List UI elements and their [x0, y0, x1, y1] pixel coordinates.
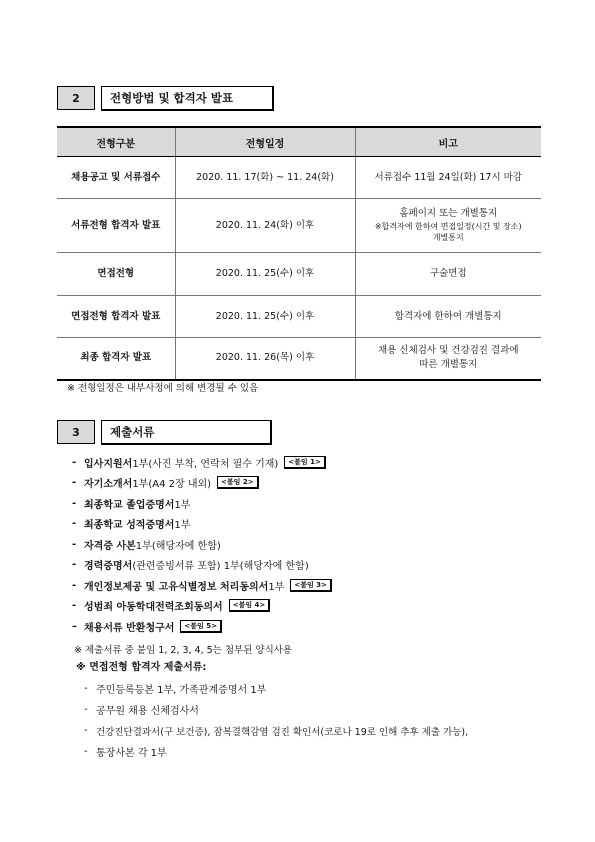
documents-list	[72, 452, 332, 637]
list-dash: -	[72, 456, 77, 468]
list-dash: -	[72, 538, 77, 550]
doc-name: 성범죄 아동학대전력조회동의서	[84, 602, 223, 614]
row-note-cell	[355, 199, 541, 253]
row-category: 채용공고 및 서류접수	[57, 157, 175, 199]
list-dash: -	[84, 746, 88, 757]
list-dash: -	[84, 725, 88, 736]
row-schedule: 2020. 11. 25(수) 이후	[175, 253, 355, 296]
row-schedule: 2020. 11. 17(화) ~ 11. 24(화)	[175, 157, 355, 199]
table-header-row	[57, 127, 541, 157]
list-item	[72, 452, 332, 473]
row-note: 서류접수 11월 24일(화) 17시 마감	[355, 157, 541, 199]
table-row	[57, 296, 541, 338]
interview-doc: 통장사본 각 1부	[96, 748, 167, 759]
doc-detail: (관련증빙서류 포함) 1부(해당자에 한함)	[132, 561, 309, 573]
attachment-tag: <붙임 5>	[180, 620, 222, 633]
list-item	[72, 534, 332, 555]
row-category: 서류전형 합격자 발표	[57, 199, 175, 253]
list-item	[84, 699, 468, 720]
schedule-footnote: ※ 전형일정은 내부사정에 의해 변경될 수 있음	[67, 383, 259, 394]
doc-name: 자격증 사본	[84, 540, 136, 552]
row-note-small: ※합격자에 한하여 면접일정(시간 및 장소)	[374, 221, 522, 231]
doc-name: 최종학교 성적증명서	[84, 520, 175, 532]
table-row	[57, 338, 541, 380]
interview-docs-list	[84, 678, 468, 762]
header-category: 전형구분	[57, 127, 175, 157]
doc-detail: 1부	[174, 520, 191, 532]
section-number: 3	[57, 420, 95, 444]
row-note: 합격자에 한하여 개별통지	[355, 296, 541, 338]
doc-detail: 1부(해당자에 한함)	[135, 540, 221, 552]
list-item	[84, 741, 468, 762]
list-item	[72, 493, 332, 514]
list-item	[72, 473, 332, 494]
attachment-tag: <붙임 4>	[229, 599, 271, 612]
list-dash: -	[72, 600, 77, 612]
list-item	[72, 514, 332, 535]
row-category: 면접전형	[57, 253, 175, 296]
list-dash: -	[72, 477, 77, 489]
list-dash: -	[72, 579, 77, 591]
list-item	[72, 575, 332, 596]
interview-docs-title: ※ 면접전형 합격자 제출서류:	[76, 662, 207, 673]
section-number: 2	[57, 86, 95, 110]
header-note: 비고	[355, 127, 541, 157]
row-schedule: 2020. 11. 26(목) 이후	[175, 338, 355, 380]
attachment-tag: <붙임 3>	[290, 579, 332, 592]
row-schedule: 2020. 11. 25(수) 이후	[175, 296, 355, 338]
section-3-header	[57, 420, 272, 444]
doc-detail: 1부(사진 부착, 연락처 필수 기재)	[132, 458, 279, 470]
doc-name: 입사지원서	[84, 458, 133, 470]
attachment-tag: <붙임 1>	[284, 456, 326, 469]
list-dash: -	[84, 683, 88, 694]
doc-name: 개인정보제공 및 고유식별정보 처리동의서	[84, 581, 269, 593]
interview-doc: 주민등록등본 1부, 가족관계증명서 1부	[96, 685, 267, 696]
doc-name: 최종학교 졸업증명서	[84, 499, 175, 511]
doc-detail: 1부(A4 2장 내외)	[132, 479, 212, 491]
schedule-table	[57, 126, 541, 381]
documents-note: ※ 제출서류 중 붙임 1, 2, 3, 4, 5는 첨부된 양식사용	[74, 645, 293, 656]
interview-doc: 공무원 채용 신체검사서	[96, 706, 199, 717]
list-dash: -	[72, 497, 77, 509]
section-title: 제출서류	[101, 420, 272, 445]
row-note: 채용 신체검사 및 건강검진 결과에	[377, 345, 519, 357]
row-category: 최종 합격자 발표	[57, 338, 175, 380]
list-item	[72, 616, 332, 637]
table-row	[57, 199, 541, 253]
row-note: 홈페이지 또는 개별통지	[399, 208, 498, 220]
list-item	[72, 555, 332, 576]
row-note: 구술면접	[355, 253, 541, 296]
row-category: 면접전형 합격자 발표	[57, 296, 175, 338]
row-note-cell	[355, 338, 541, 380]
doc-detail: 1부	[268, 581, 285, 593]
interview-doc: 건강진단결과서(구 보건증), 잠복결핵감염 검진 확인서(코로나 19로 인해 추후 제출 가능),	[96, 726, 469, 738]
row-note-line2: 따른 개별통지	[419, 359, 478, 371]
table-row	[57, 253, 541, 296]
list-dash: -	[72, 518, 77, 530]
list-dash: -	[84, 704, 88, 715]
list-item	[84, 678, 468, 699]
doc-name: 자기소개서	[84, 479, 133, 491]
doc-detail: 1부	[174, 499, 191, 511]
list-item	[84, 720, 468, 741]
header-schedule: 전형일정	[175, 127, 355, 157]
attachment-tag: <붙임 2>	[217, 476, 259, 489]
list-item	[72, 596, 332, 617]
table-row	[57, 157, 541, 199]
doc-name: 채용서류 반환청구서	[84, 622, 175, 634]
section-title: 전형방법 및 합격자 발표	[101, 86, 274, 111]
row-schedule: 2020. 11. 24(화) 이후	[175, 199, 355, 253]
row-note-line2: 개별통지	[432, 233, 464, 243]
doc-name: 경력증명서	[84, 561, 133, 573]
list-dash: –	[72, 620, 77, 632]
list-dash: -	[72, 559, 77, 571]
section-2-header	[57, 86, 274, 110]
